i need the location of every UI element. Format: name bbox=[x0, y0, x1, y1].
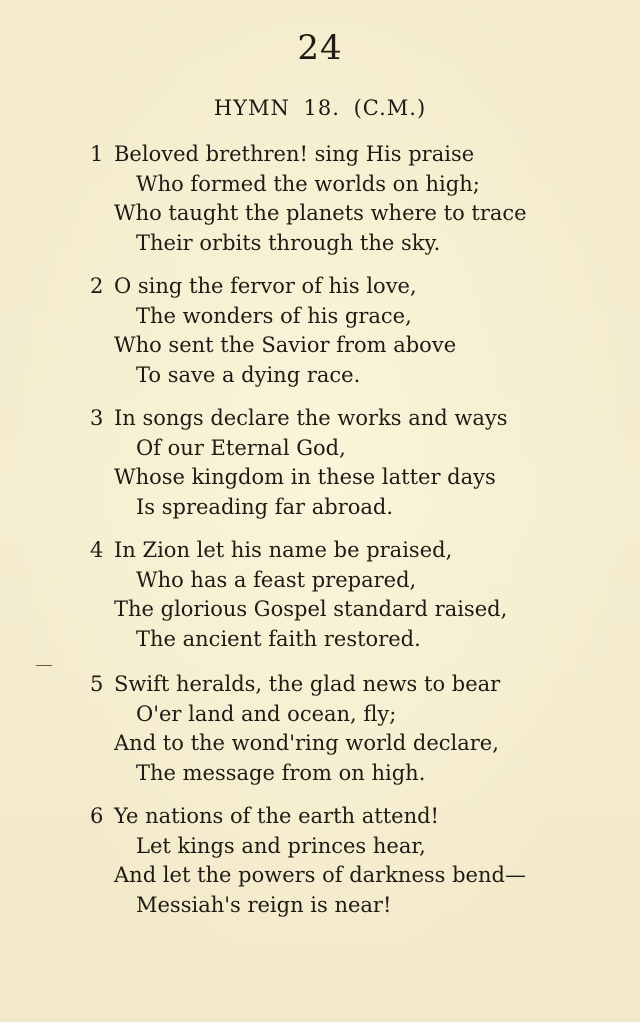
verse-1 bbox=[0, 140, 640, 258]
verse-number: 6 bbox=[90, 804, 104, 828]
verse-line: Beloved brethren! sing His praise bbox=[114, 142, 475, 166]
verse-2 bbox=[0, 272, 640, 390]
hymn-title: HYMN 18. (C.M.) bbox=[213, 96, 427, 120]
verse-number: 4 bbox=[90, 538, 104, 562]
verse-line: Their orbits through the sky. bbox=[136, 230, 441, 255]
verse-6 bbox=[0, 802, 640, 920]
margin-mark bbox=[36, 665, 52, 666]
verse-line: Who taught the planets where to trace bbox=[114, 201, 527, 225]
verse-line: In Zion let his name be praised, bbox=[114, 538, 453, 562]
verse-line: O'er land and ocean, fly; bbox=[136, 701, 397, 726]
verse-line: Swift heralds, the glad news to bear bbox=[114, 672, 501, 696]
verse-line: Who formed the worlds on high; bbox=[136, 171, 480, 196]
verse-4 bbox=[0, 536, 640, 654]
verse-line: The ancient faith restored. bbox=[136, 626, 421, 651]
verse-line: In songs declare the works and ways bbox=[114, 406, 508, 430]
verse-number: 2 bbox=[90, 274, 104, 298]
verse-line: Ye nations of the earth attend! bbox=[114, 804, 439, 828]
verse-3 bbox=[0, 404, 640, 522]
verse-line: Let kings and princes hear, bbox=[136, 833, 426, 858]
verse-line: To save a dying race. bbox=[136, 362, 361, 387]
verse-line: Who has a feast prepared, bbox=[136, 567, 417, 592]
verse-line: O sing the fervor of his love, bbox=[114, 274, 417, 298]
page-number: 24 bbox=[297, 28, 343, 68]
verse-number: 1 bbox=[90, 142, 104, 166]
verse-line: The glorious Gospel standard raised, bbox=[114, 597, 508, 621]
verse-line: Who sent the Savior from above bbox=[114, 333, 457, 357]
verse-5 bbox=[0, 670, 640, 788]
verse-number: 3 bbox=[90, 406, 104, 430]
verse-line: The message from on high. bbox=[136, 760, 426, 785]
verse-line: Messiah's reign is near! bbox=[136, 892, 392, 917]
verse-line: Is spreading far abroad. bbox=[136, 494, 394, 519]
verse-line: And to the wond'ring world declare, bbox=[114, 731, 499, 755]
verse-line: Of our Eternal God, bbox=[136, 435, 346, 460]
verse-line: The wonders of his grace, bbox=[136, 303, 412, 328]
verse-line: Whose kingdom in these latter days bbox=[114, 465, 496, 489]
verse-number: 5 bbox=[90, 672, 104, 696]
verse-line: And let the powers of darkness bend— bbox=[114, 863, 526, 887]
